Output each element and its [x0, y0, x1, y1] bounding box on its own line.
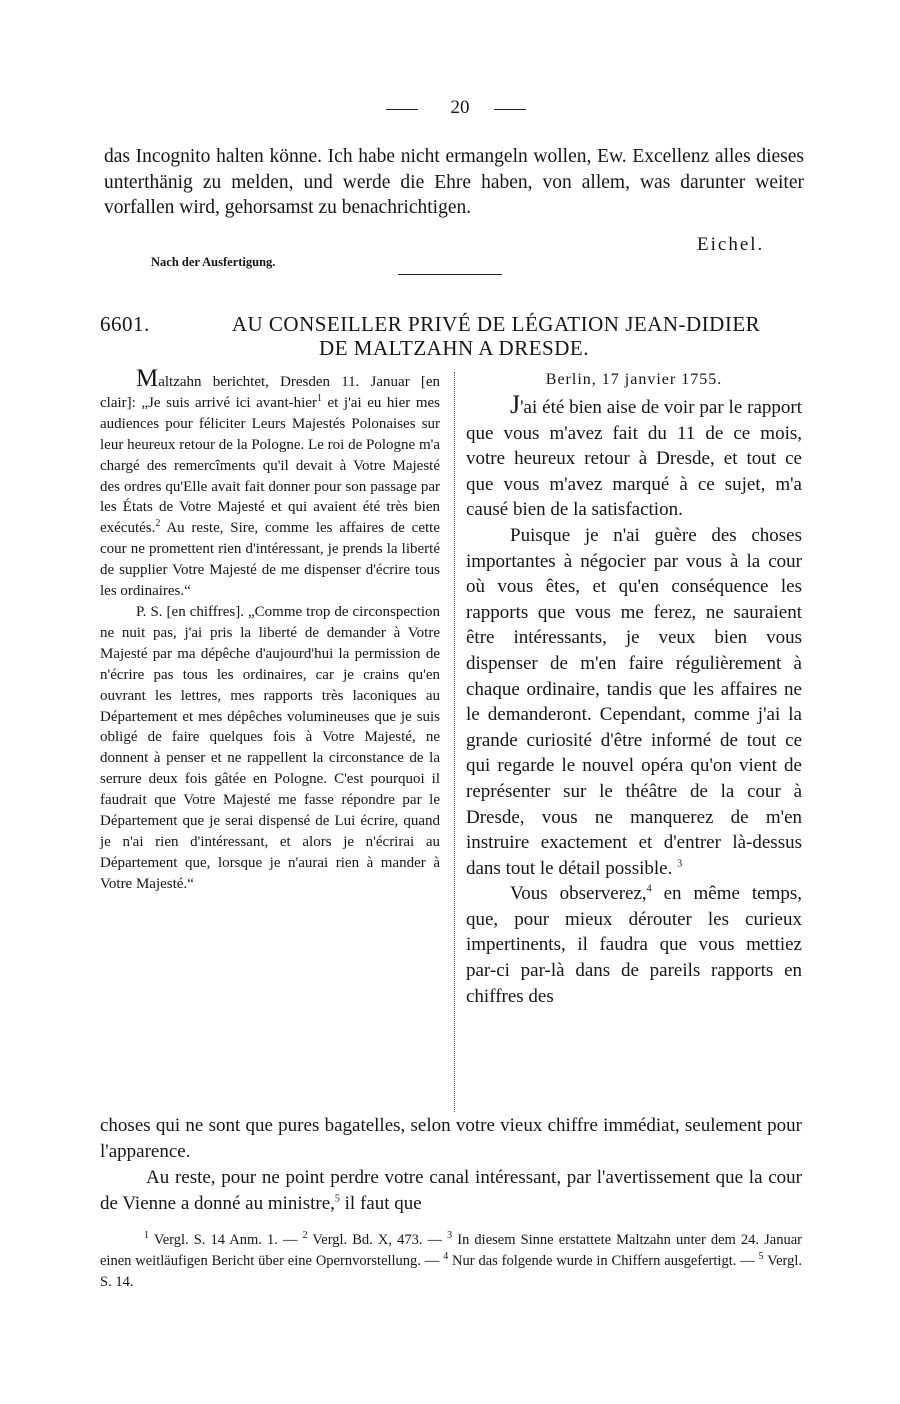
report-paragraph [100, 365, 440, 602]
continued-text [100, 1113, 802, 1217]
reply-paragraph [466, 392, 802, 523]
reply-text: Vous observerez, [510, 883, 647, 905]
footnote-text: Vergl. S. 14 Anm. 1. — [149, 1232, 303, 1248]
footnote-mark: 5 [758, 1251, 764, 1263]
footnote-ref: 5 [334, 1193, 340, 1205]
footnote-text: In diesem Sinne erstattete Maltzahn unter dem 24. Januar einen weitläufigen Bericht über eine Opernvorstellung. — [100, 1232, 802, 1269]
continued-paragraph: choses qui ne sont que pures bagatelles, selon votre vieux chiffre immédiat, seulement pour l'apparence. [100, 1115, 802, 1162]
reply-text: 'ai été bien aise de voir par le rapport que vous m'avez fait du 11 de ce mois, votre heureux retour à Dresde, et tout ce que vous m'avez marqué à ce sujet, m'a causé bien de la satisfaction. [466, 397, 802, 521]
footnote-ref: 3 [677, 858, 683, 870]
header-dash-right [494, 109, 526, 110]
letter-title-line1: AU CONSEILLER PRIVÉ DE LÉGATION JEAN-DIDIER [231, 312, 761, 336]
postscript-paragraph: P. S. [en chiffres]. „Comme trop de circonspection ne nuit pas, j'ai pris la liberté de demander à Votre Majesté par ma dépêche d'aujourd'hui la permission de n'écrire pas tous les ordinaires, car je crains qu'en ouvrant les lettres, mes rapports très laconiques au Département et mes dépêches volumineuses que je suis obligé de faire quelques fois à Votre Majesté, ne donnent à penser et ne rappellent la circonstance de la serrure deux fois gâtée en Pologne. C'est pourquoi il faudrait que Votre Majesté me fasse répondre par le Département que je serai dispensé de Lui écrire, quand je n'ai rien d'intéressant, et alors je n'écrirai au Département que, lorsque je n'aurai rien à mander à Votre Majesté.“ [100, 603, 440, 892]
running-header [0, 97, 900, 123]
footnote-text: Nur das folgende wurde in Chiffern ausgefertigt. — [448, 1253, 759, 1269]
reply-initial: J [510, 390, 521, 419]
footnotes [100, 1230, 802, 1293]
header-dash-left [386, 109, 418, 110]
column-divider [454, 372, 455, 1112]
continued-text-run: Au reste, pour ne point perdre votre canal intéressant, par l'avertissement que la cour de Vienne a donné au ministre, [100, 1167, 802, 1214]
footnote-mark: 1 [144, 1230, 149, 1242]
footnote-text: Vergl. S. 14. [100, 1253, 802, 1290]
report-text: Au reste, Sire, comme les affaires de cette cour ne promettent rien d'intéressant, je prends la liberté de supplier Votre Majesté de me dispenser d'écrire tous les ordinaires.“ [100, 520, 440, 600]
reply-text: Puisque je n'ai guère des choses importantes à négocier par vous à la cour où vous êtes, et qu'en conséquence les rapports que vous me ferez, ne sauraient être intéressants, je veux bien vous dispenser de m'en faire régulièrement à chaque ordinaire, tandis que les affaires ne le demanderont. Cependant, comme j'ai la grande curiosité d'être informé de tout ce qui regarde le nouvel opéra qu'on vient de représenter sur le théâtre de la cour à Dresde, vous ne manquerez de m'en instruire exactement et d'entrer là-dessus dans tout le détail possible. [466, 524, 802, 879]
page-number: 20 [450, 97, 470, 118]
opening-paragraph: das Incognito halten könne. Ich habe nicht ermangeln wollen, Ew. Excellenz alles dieses unterthänig zu melden, und werde die Ehre haben, von allem, was darunter weiter vorfallen wird, gehorsamst zu benachrichtigen. [104, 146, 804, 218]
signature: Eichel. [697, 234, 765, 255]
continued-paragraph [100, 1165, 802, 1217]
footnote-block [100, 1230, 802, 1293]
footnote-ref: 2 [155, 518, 161, 530]
footnote-mark: 2 [302, 1230, 308, 1242]
source-note: Nach der Ausfertigung. [151, 255, 276, 269]
footnote-mark: 3 [447, 1230, 453, 1242]
letter-number: 6601. [100, 312, 150, 336]
reply-column [466, 368, 802, 1009]
reply-paragraph [466, 881, 802, 1009]
report-text: altzahn berichtet, Dresden 11. Januar [en clair]: „Je suis arrivé ici avant-hier [100, 374, 440, 411]
dateline: Berlin, 17 janvier 1755. [545, 371, 723, 388]
report-initial: M [136, 365, 159, 392]
report-column [100, 365, 440, 895]
footnote-text: Vergl. Bd. X, 473. — [307, 1232, 448, 1248]
footnote-ref: 4 [646, 883, 652, 895]
letter-title [100, 312, 808, 360]
footnote-mark: 4 [443, 1251, 449, 1263]
continued-text-run: il faut que [339, 1193, 422, 1214]
report-text: et j'ai eu hier mes audiences pour féliciter Leurs Majestés Polonaises sur leur heureux retour de la Pologne. Le roi de Pologne m'a chargé des remercîments qu'il devait à Votre Majesté des ordres qu'Elle avait fait donner pour son passage par les États de Votre Majesté et qui avaient été très bien exécutés. [100, 394, 440, 537]
reply-paragraph [466, 523, 802, 881]
footnote-ref: 1 [316, 392, 322, 404]
letter-title-line2: DE MALTZAHN A DRESDE. [319, 336, 589, 360]
reply-text: en même temps, que, pour mieux dérouter les curieux impertinents, il faudra que vous mettiez par-ci par-là dans de pareils rapports en chiffres des [466, 883, 802, 1007]
section-rule [398, 274, 502, 275]
